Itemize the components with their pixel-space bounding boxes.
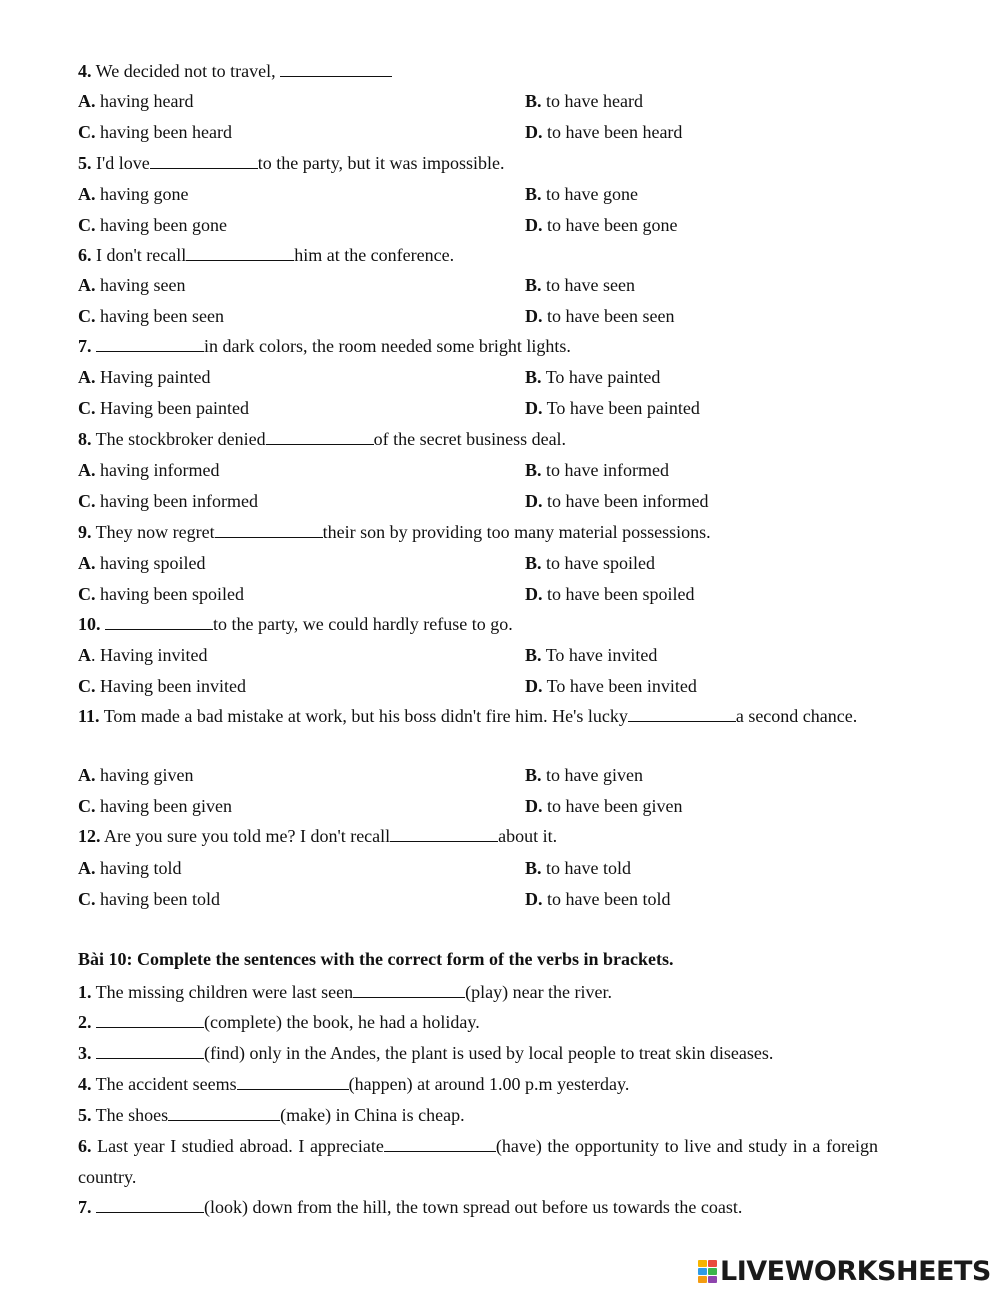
sentence-text: The missing children were last seen — [91, 982, 354, 1002]
question-text: I don't recall — [91, 245, 187, 265]
option-letter: B. — [525, 275, 542, 295]
logo-block — [708, 1276, 717, 1283]
question-text: I'd love — [91, 153, 150, 173]
answer-blank[interactable] — [96, 1196, 204, 1213]
option-d[interactable] — [525, 675, 697, 697]
option-letter: C. — [78, 889, 96, 909]
option-d[interactable] — [525, 121, 682, 143]
answer-blank[interactable] — [384, 1135, 496, 1152]
option-text: to have seen — [541, 275, 635, 295]
question-text-after: a second chance. — [735, 706, 858, 726]
question-number: 7. — [78, 336, 92, 356]
option-letter: C. — [78, 676, 96, 696]
option-letter: B. — [525, 553, 542, 573]
option-letter: B. — [525, 765, 542, 785]
question-text: We decided not to travel, — [91, 61, 281, 81]
option-b[interactable] — [525, 857, 631, 879]
option-letter: C. — [78, 584, 96, 604]
option-text: Having been invited — [95, 676, 246, 696]
option-a[interactable] — [78, 552, 206, 574]
option-d[interactable] — [525, 490, 708, 512]
question-number: 12. — [78, 826, 101, 846]
question-text: Tom made a bad mistake at work, but his boss didn't fire him. He's lucky — [99, 706, 628, 726]
question-text-after: to the party, we could hardly refuse to go. — [213, 614, 513, 634]
sentence-text-after: (play) near the river. — [465, 982, 613, 1002]
answer-blank[interactable] — [96, 335, 204, 352]
option-b[interactable] — [525, 459, 669, 481]
sentence-text-after: (complete) the book, he had a holiday. — [204, 1012, 480, 1032]
sentence-number: 4. — [78, 1074, 92, 1094]
option-text: . Having invited — [91, 645, 208, 665]
question-text: The stockbroker denied — [91, 429, 266, 449]
option-text: To have been invited — [542, 676, 697, 696]
answer-blank[interactable] — [96, 1042, 204, 1059]
question-number: 5. — [78, 153, 92, 173]
sentence-7 — [78, 1196, 742, 1218]
sentence-text-after: (happen) at around 1.00 p.m yesterday. — [348, 1074, 630, 1094]
logo-text: LIVEWORKSHEETS — [720, 1255, 991, 1287]
option-letter: B. — [525, 91, 542, 111]
option-b[interactable] — [525, 366, 660, 388]
sentence-6 — [78, 1131, 878, 1193]
answer-blank[interactable] — [353, 981, 465, 998]
logo-icon — [698, 1260, 717, 1283]
option-a[interactable] — [78, 644, 207, 666]
option-a[interactable] — [78, 274, 185, 296]
option-text: to have been given — [542, 796, 683, 816]
option-text: to have spoiled — [541, 553, 655, 573]
question-number: 10. — [78, 614, 101, 634]
option-letter: D. — [525, 306, 543, 326]
sentence-5 — [78, 1104, 465, 1126]
option-letter: C. — [78, 215, 96, 235]
logo-block — [698, 1276, 707, 1283]
option-a[interactable] — [78, 90, 193, 112]
option-text: to have been spoiled — [542, 584, 695, 604]
option-c[interactable] — [78, 583, 244, 605]
option-text: having seen — [95, 275, 186, 295]
option-a[interactable] — [78, 459, 219, 481]
question-5 — [78, 152, 505, 174]
option-c[interactable] — [78, 490, 258, 512]
option-text: having been seen — [95, 306, 224, 326]
answer-blank[interactable] — [168, 1104, 280, 1121]
question-number: 6. — [78, 245, 92, 265]
sentence-text-after: (make) in China is cheap. — [280, 1105, 465, 1125]
option-text: to have been gone — [542, 215, 678, 235]
sentence-number: 3. — [78, 1043, 92, 1063]
option-b[interactable] — [525, 183, 638, 205]
option-a[interactable] — [78, 183, 188, 205]
question-number: 4. — [78, 61, 92, 81]
option-text: having told — [95, 858, 182, 878]
option-letter: D. — [525, 676, 543, 696]
sentence-3 — [78, 1042, 773, 1064]
sentence-number: 1. — [78, 982, 92, 1002]
answer-blank[interactable] — [186, 244, 294, 261]
answer-blank[interactable] — [105, 613, 213, 630]
option-text: having informed — [95, 460, 220, 480]
question-text-after: about it. — [498, 826, 558, 846]
option-letter: B. — [525, 858, 542, 878]
option-b[interactable] — [525, 274, 635, 296]
option-letter: B. — [525, 184, 542, 204]
option-d[interactable] — [525, 214, 677, 236]
question-text-after: in dark colors, the room needed some bright lights. — [204, 336, 571, 356]
answer-blank[interactable] — [628, 705, 736, 722]
answer-blank[interactable] — [390, 825, 498, 842]
option-letter: A. — [78, 765, 96, 785]
option-text: having been given — [95, 796, 232, 816]
option-letter: B. — [525, 460, 542, 480]
option-text: having gone — [95, 184, 189, 204]
answer-blank[interactable] — [280, 60, 392, 77]
question-8 — [78, 428, 566, 450]
option-letter: D. — [525, 215, 543, 235]
section-heading: Bài 10: Complete the sentences with the correct form of the verbs in brackets. — [78, 949, 674, 969]
option-text: to have been seen — [542, 306, 675, 326]
option-text: To have painted — [541, 367, 661, 387]
sentence-number: 5. — [78, 1105, 92, 1125]
sentence-4 — [78, 1073, 629, 1095]
option-text: having been informed — [95, 491, 258, 511]
answer-blank[interactable] — [237, 1073, 349, 1090]
option-text: To have been painted — [542, 398, 700, 418]
option-text: to have heard — [541, 91, 643, 111]
option-text: having been told — [95, 889, 220, 909]
option-b[interactable] — [525, 644, 657, 666]
question-text-after: to the party, but it was impossible. — [257, 153, 505, 173]
logo-block — [698, 1260, 707, 1267]
sentence-text-after: (have) the opportunity to live and study in a foreign country. — [78, 1136, 878, 1187]
question-4 — [78, 60, 392, 82]
option-c[interactable] — [78, 121, 232, 143]
option-letter: A. — [78, 367, 96, 387]
question-7 — [78, 335, 571, 357]
question-number: 11. — [78, 706, 100, 726]
option-letter: B. — [525, 367, 542, 387]
answer-blank[interactable] — [215, 521, 323, 538]
question-11 — [78, 703, 904, 730]
logo-block — [708, 1268, 717, 1275]
question-text-after: him at the conference. — [294, 245, 455, 265]
option-letter: C. — [78, 122, 96, 142]
option-text: having given — [95, 765, 194, 785]
answer-blank[interactable] — [150, 152, 258, 169]
option-c[interactable] — [78, 397, 249, 419]
option-letter: B. — [525, 645, 542, 665]
sentence-text: Last year I studied abroad. I appreciate — [91, 1136, 384, 1156]
option-text: to have informed — [541, 460, 669, 480]
option-letter: A. — [78, 858, 96, 878]
option-a[interactable] — [78, 764, 193, 786]
option-b[interactable] — [525, 90, 643, 112]
option-text: having heard — [95, 91, 194, 111]
option-letter: D. — [525, 398, 543, 418]
option-text: to have been told — [542, 889, 671, 909]
option-text: to have told — [541, 858, 631, 878]
question-text-after: of the secret business deal. — [373, 429, 567, 449]
option-letter: D. — [525, 122, 543, 142]
option-c[interactable] — [78, 305, 224, 327]
sentence-2 — [78, 1011, 480, 1033]
question-10 — [78, 613, 513, 635]
liveworksheets-logo — [698, 1256, 991, 1286]
option-a[interactable] — [78, 366, 210, 388]
option-d[interactable] — [525, 397, 700, 419]
sentence-number: 2. — [78, 1012, 92, 1032]
option-d[interactable] — [525, 888, 670, 910]
option-c[interactable] — [78, 888, 220, 910]
option-text: to have gone — [541, 184, 638, 204]
option-letter: A. — [78, 460, 96, 480]
option-letter: C. — [78, 398, 96, 418]
option-letter: A. — [78, 91, 96, 111]
option-text: Having painted — [95, 367, 211, 387]
option-text: having been spoiled — [95, 584, 244, 604]
question-text: They now regret — [91, 522, 215, 542]
question-number: 9. — [78, 522, 92, 542]
option-text: having spoiled — [95, 553, 206, 573]
option-c[interactable] — [78, 795, 232, 817]
option-b[interactable] — [525, 552, 655, 574]
logo-block — [708, 1260, 717, 1267]
sentence-1 — [78, 981, 612, 1003]
sentence-text: The accident seems — [91, 1074, 237, 1094]
option-letter: D. — [525, 584, 543, 604]
option-letter: A. — [78, 553, 96, 573]
question-6 — [78, 244, 454, 266]
logo-block — [698, 1268, 707, 1275]
option-text: to have been informed — [542, 491, 709, 511]
option-letter: A — [78, 645, 91, 665]
option-letter: A. — [78, 275, 96, 295]
sentence-number: 6. — [78, 1136, 92, 1156]
option-text: having been gone — [95, 215, 227, 235]
option-text: Having been painted — [95, 398, 249, 418]
question-text: Are you sure you told me? I don't recall — [100, 826, 391, 846]
option-letter: C. — [78, 306, 96, 326]
sentence-text-after: (find) only in the Andes, the plant is used by local people to treat skin diseases. — [204, 1043, 774, 1063]
option-text: to have been heard — [542, 122, 683, 142]
option-text: having been heard — [95, 122, 232, 142]
option-letter: D. — [525, 889, 543, 909]
option-text: to have given — [541, 765, 643, 785]
option-d[interactable] — [525, 305, 674, 327]
option-text: To have invited — [541, 645, 658, 665]
answer-blank[interactable] — [96, 1011, 204, 1028]
option-b[interactable] — [525, 764, 643, 786]
option-letter: A. — [78, 184, 96, 204]
option-c[interactable] — [78, 675, 246, 697]
question-text-after: their son by providing too many material possessions. — [322, 522, 711, 542]
sentence-text: The shoes — [91, 1105, 169, 1125]
option-letter: D. — [525, 491, 543, 511]
option-a[interactable] — [78, 857, 182, 879]
option-letter: D. — [525, 796, 543, 816]
option-letter: C. — [78, 491, 96, 511]
sentence-text-after: (look) down from the hill, the town spread out before us towards the coast. — [204, 1197, 743, 1217]
answer-blank[interactable] — [266, 428, 374, 445]
question-number: 8. — [78, 429, 92, 449]
sentence-number: 7. — [78, 1197, 92, 1217]
question-9 — [78, 521, 711, 543]
option-c[interactable] — [78, 214, 227, 236]
option-letter: C. — [78, 796, 96, 816]
question-12 — [78, 825, 557, 847]
option-d[interactable] — [525, 795, 682, 817]
option-d[interactable] — [525, 583, 694, 605]
